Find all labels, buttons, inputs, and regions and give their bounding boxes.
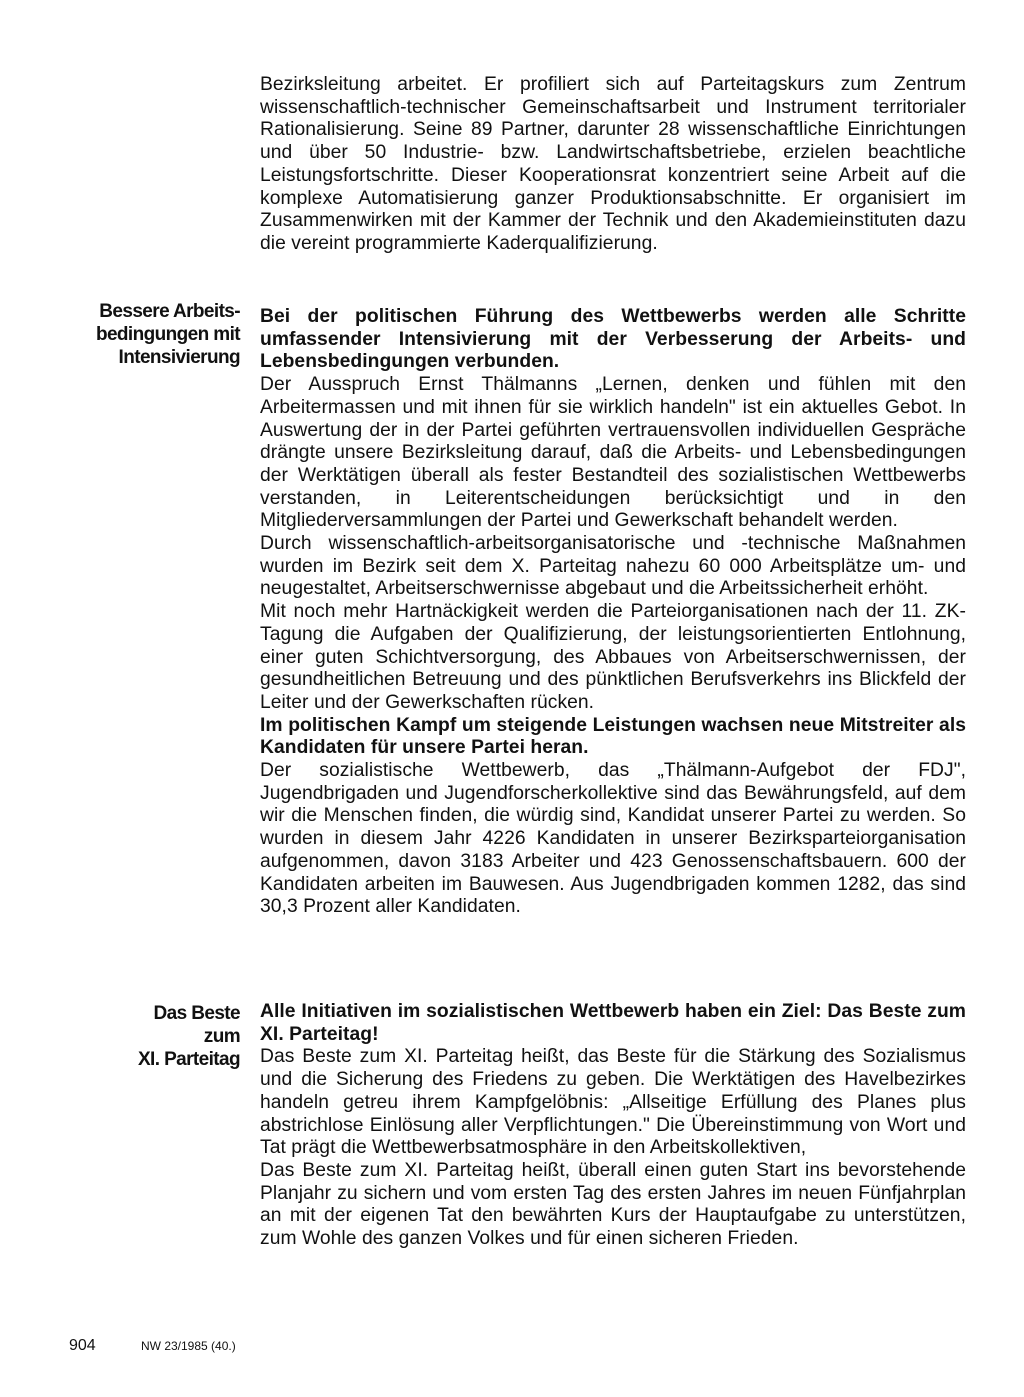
margin-note-arbeitsbedingungen xyxy=(70,300,240,369)
margin-note-line: zum xyxy=(203,1026,240,1047)
body-paragraph: Das Beste zum XI. Parteitag heißt, das Beste für die Stärkung des Sozialismus und die Sicherung des Friedens zu geben. Die Werktätigen des Havelbezirkes handeln getreu ihrem Kampfgelöbnis: „Allseitige Erfüllung des Planes plus abstrichlose Einlösung aller Verpflichtungen." Die Übereinstimmung von Wort und Tat prägt die Wettbewerbsatmosphäre in den Arbeitskollektiven, xyxy=(260,1046,966,1159)
margin-note-line: Intensivierung xyxy=(118,347,240,368)
body-paragraph: Der sozialistische Wettbewerb, das „Thälmann-Aufgebot der FDJ", Jugendbrigaden und Jugendforscherkollektive sind das Bewährungsfeld, auf dem wir die Menschen finden, die würdig sind, Kandidat unserer Partei zu werden. So wurden in diesem Jahr 4226 Kandidaten in unserer Bezirksparteiorganisation aufgenommen, davon 3183 Arbeiter und 423 Genossenschaftsbauern. 600 der Kandidaten arbeiten im Bauwesen. Aus Jugendbrigaden kommen 1282, das sind 30,3 Prozent aller Kandidaten. xyxy=(260,760,966,918)
lead-statement: Im politischen Kampf um steigende Leistungen wachsen neue Mitstreiter als Kandidaten für unsere Partei heran. xyxy=(260,714,966,759)
body-paragraph: Das Beste zum XI. Parteitag heißt, überall einen guten Start ins bevorstehende Planjahr zu sichern und vom ersten Tag des ersten Jahres im neuen Fünfjahrplan an mit der eigenen Tat den bewährten Kurs der Hauptaufgabe zu unterstützen, zum Wohle des ganzen Volkes und für einen sicheren Frieden. xyxy=(260,1159,966,1250)
das-beste-section xyxy=(260,1001,966,1251)
margin-note-line: Bessere Arbeits- xyxy=(99,301,240,322)
margin-note-line: Das Beste xyxy=(153,1003,240,1024)
margin-note-line: bedingungen mit xyxy=(95,324,240,345)
intro-section xyxy=(260,74,966,256)
intro-paragraph: Bezirksleitung arbeitet. Er profiliert sich auf Parteitagskurs zum Zentrum wissenschaftlich-technischer Gemeinschaftsarbeit und Instrument territorialer Rationalisierung. Seine 89 Partner, darunter 28 wissenschaftliche Einrichtungen und über 50 Industrie- bzw. Landwirtschaftsbetriebe, erzielen beachtliche Leistungsfortschritte. Dieser Kooperationsrat konzentriert seine Arbeit auf die komplexe Automatisierung ganzer Produktionsabschnitte. Er organisiert im Zusammenwirken mit der Kammer der Technik und den Akademieinstituten dazu die vereint programmierte Kaderqualifizierung. xyxy=(260,74,966,254)
lead-statement: Alle Initiativen im sozialistischen Wettbewerb haben ein Ziel: Das Beste zum XI. Parteitag! xyxy=(260,1001,966,1045)
body-paragraph: Durch wissenschaftlich-arbeitsorganisatorische und -technische Maßnahmen wurden im Bezirk seit dem X. Parteitag nahezu 60 000 Arbeitsplätze um- und neugestaltet, Arbeitserschwernisse abgebaut und die Arbeitssicherheit erhöht. xyxy=(260,533,966,600)
body-paragraph: Der Ausspruch Ernst Thälmanns „Lernen, denken und fühlen mit den Arbeitermassen und mit ihnen für sie wirklich handeln" ist ein aktuelles Gebot. In Auswertung der in der Partei geführten vertrauensvollen individuellen Gespräche drängte unsere Bezirksleitung darauf, daß die Arbeits- und Lebensbedingungen der Werktätigen überall als fester Bestandteil des sozialistischen Wettbewerbs verstanden, in Leiterentscheidungen berücksichtigt und in den Mitgliederversammlungen der Partei und Gewerkschaft behandelt werden. xyxy=(260,374,966,532)
lead-statement: Bei der politischen Führung des Wettbewerbs werden alle Schritte umfassender Intensivierung mit der Verbesserung der Arbeits- und Lebensbedingungen verbunden. xyxy=(260,306,966,373)
page-number: 904 xyxy=(69,1337,96,1354)
margin-note-das-beste xyxy=(70,1002,240,1071)
arbeitsbedingungen-section xyxy=(260,306,966,919)
margin-note-line: XI. Parteitag xyxy=(137,1049,240,1070)
issue-reference: NW 23/1985 (40.) xyxy=(141,1339,236,1353)
body-paragraph: Mit noch mehr Hartnäckigkeit werden die Parteiorganisationen nach der 11. ZK-Tagung die Aufgaben der Qualifizierung, der leistungsorientierten Entlohnung, einer guten Schichtversorgung, des Abbaues von Arbeitserschwernissen, der gesundheitlichen Betreuung und des pünktlichen Berufsverkehrs ins Blickfeld der Leiter und der Gewerkschaften rücken. xyxy=(260,601,966,713)
